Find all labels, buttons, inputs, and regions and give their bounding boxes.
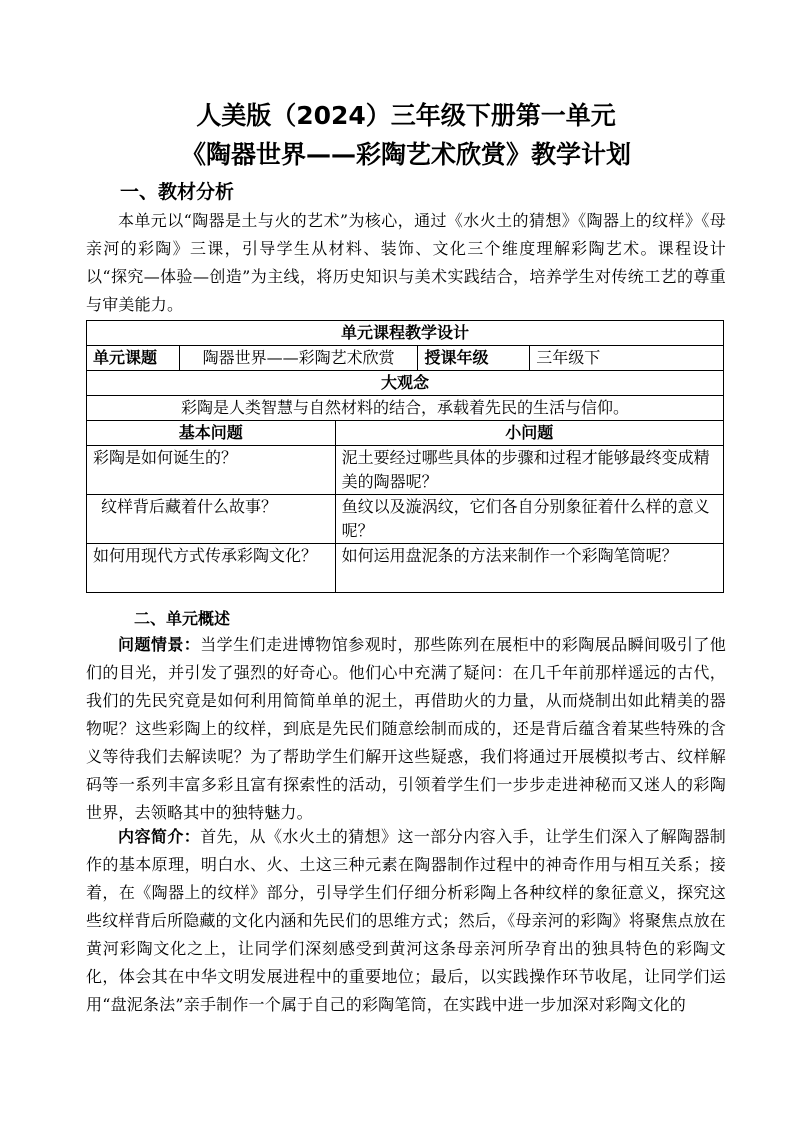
unit-design-table	[86, 320, 724, 593]
table-caption: 单元课程教学设计	[87, 321, 724, 346]
content-text: 首先，从《水火土的猜想》这一部分内容入手，让学生们深入了解陶器制作的基本原理，明白水、火、土这三种元素在陶器制作过程中的神奇作用与相互关系；接着，在《陶器上的纹样》部分，引导学生们仔细分析彩陶上各种纹样的象征意义，探究这些纹样背后所隐藏的文化内涵和先民们的思维方式；然后，《母亲河的彩陶》将聚焦点放在黄河彩陶文化之上，让同学们深刻感受到黄河这条母亲河所孕育出的独具特色的彩陶文化，体会其在中华文明发展进程中的重要地位；最后，以实践操作环节收尾，让同学们运用“盘泥条法”亲手制作一个属于自己的彩陶笔筒，在实践中进一步加深对彩陶文化的	[86, 827, 727, 1014]
big-idea-value: 彩陶是人类智慧与自然材料的结合，承载着先民的生活与信仰。	[87, 396, 724, 421]
grade-value: 三年级下	[530, 346, 724, 371]
situation-paragraph	[86, 631, 726, 827]
col-header-small: 小问题	[335, 421, 723, 446]
basic-question: 彩陶是如何诞生的？	[87, 446, 336, 495]
section1-paragraph: 本单元以“陶器是土与火的艺术”为核心，通过《水火土的猜想》《陶器上的纹样》《母亲河的彩陶》三课，引导学生从材料、装饰、文化三个维度理解彩陶艺术。课程设计以“探究—体验—创造”为主线，将历史知识与美术实践结合，培养学生对传统工艺的尊重与审美能力。	[86, 211, 726, 314]
table-row	[87, 544, 724, 593]
document-title-line2: 《陶器世界——彩陶艺术欣赏》教学计划	[180, 140, 631, 169]
document-title-line1: 人美版（2024）三年级下册第一单元	[196, 101, 616, 130]
col-header-basic: 基本问题	[87, 421, 336, 446]
basic-question: 纹样背后藏着什么故事？	[87, 495, 336, 544]
situation-text: 当学生们走进博物馆参观时，那些陈列在展柜中的彩陶展品瞬间吸引了他们的目光，并引发了强烈的好奇心。他们心中充满了疑问：在几千年前那样遥远的古代，我们的先民究竟是如何利用简简单单的泥土，再借助火的力量，从而烧制出如此精美的器物呢？这些彩陶上的纹样，到底是先民们随意绘制而成的，还是背后蕴含着某些特殊的含义等待我们去解读呢？为了帮助学生们解开这些疑惑，我们将通过开展模拟考古、纹样解码等一系列丰富多彩且富有探索性的活动，引领着学生们一步步走进神秘而又迷人的彩陶世界，去领略其中的独特魅力。	[86, 635, 726, 822]
table-row	[87, 446, 724, 495]
section2-heading: 二、单元概述	[134, 609, 231, 628]
big-idea-label: 大观念	[87, 371, 724, 396]
unit-topic-label: 单元课题	[87, 346, 180, 371]
unit-topic-value: 陶器世界——彩陶艺术欣赏	[179, 346, 418, 371]
content-label: 内容简介：	[118, 827, 201, 846]
table-row	[87, 495, 724, 544]
small-question: 鱼纹以及漩涡纹，它们各自分别象征着什么样的意义呢？	[335, 495, 723, 544]
section1-heading: 一、教材分析	[120, 181, 235, 203]
small-question: 如何运用盘泥条的方法来制作一个彩陶笔筒呢？	[335, 544, 723, 593]
content-paragraph	[86, 823, 726, 1019]
situation-label: 问题情景：	[118, 635, 201, 654]
small-question: 泥土要经过哪些具体的步骤和过程才能够最终变成精美的陶器呢？	[335, 446, 723, 495]
basic-question: 如何用现代方式传承彩陶文化？	[87, 544, 336, 593]
grade-label: 授课年级	[418, 346, 530, 371]
